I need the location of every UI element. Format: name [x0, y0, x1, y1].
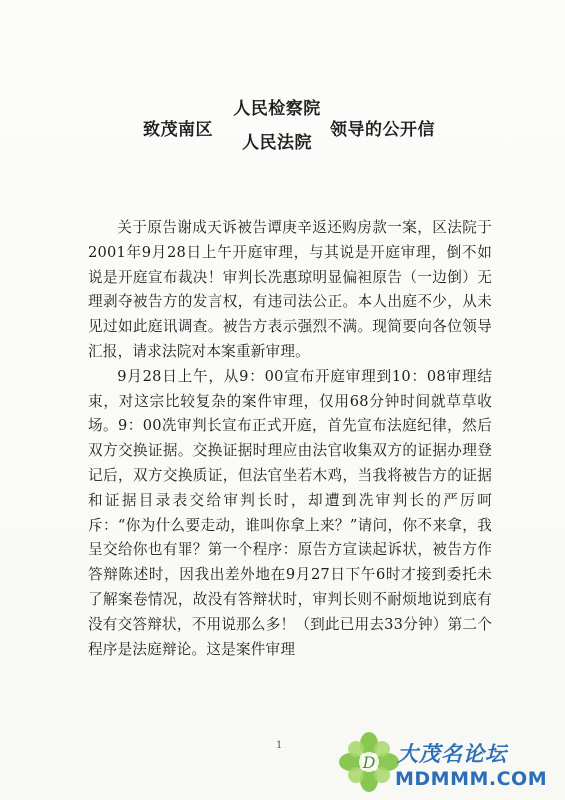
title-open-letter: 领导的公开信: [330, 120, 435, 140]
svg-text:D: D: [362, 753, 376, 772]
title-court: 人民法院: [242, 133, 312, 153]
paragraph-2: 9月28日上午，从9：00宣布开庭审理到10：08审理结束，对这宗比较复杂的案件审理，仅用68分钟时间就草草收场。9：00冼审判长宣布正式开庭，首先宣布法庭纪律，然后双方交换证据。交换证据时理应由法官收集双方的证据办理登记后，双方交换质证，但法官坐若木鸡，当我将被告方的证据和证据目录表交给审判长时，却遭到冼审判长的严厉呵斥：“你为什么要走动，谁叫你拿上来？”请问，你不来拿，我呈交给你也有罪？第一个程序：原告方宣读起诉状，被告方作答辩陈述时，因我出差外地在9月27日下午6时才接到委托未了解案卷情况，故没有答辩状时，审判长则不耐烦地说到底有没有交答辩状，不用说那么多！（到此已用去33分钟）第二个程序是法庭辩论。这是案件审理: [88, 367, 492, 658]
title-recipient-district: 致茂南区: [143, 120, 213, 140]
page-number: 1: [276, 740, 283, 751]
forum-logo-icon: [339, 732, 399, 792]
paragraph-1: 关于原告谢成天诉被告谭庚辛返还购房款一案，区法院于2001年9月28日上午开庭审理，与其说是开庭审理，倒不如说是开庭宣布裁决！审判长冼惠琼明显偏袒原告（一边倒）无理剥夺被告方的发言权，有违司法公正。本人出庭不少，从未见过如此庭讯调查。被告方表示强烈不满。现简要向各位领导汇报，请求法院对本案重新审理。: [88, 219, 492, 360]
title-recipient-institutions: [227, 92, 327, 160]
letter-body: [88, 216, 492, 662]
title-procuratorate: 人民检察院: [233, 99, 321, 119]
letter-title: [0, 92, 565, 162]
forum-name: 大茂名论坛: [397, 742, 507, 766]
forum-watermark: [335, 730, 563, 796]
forum-domain: MDMMM.COM: [395, 768, 548, 790]
